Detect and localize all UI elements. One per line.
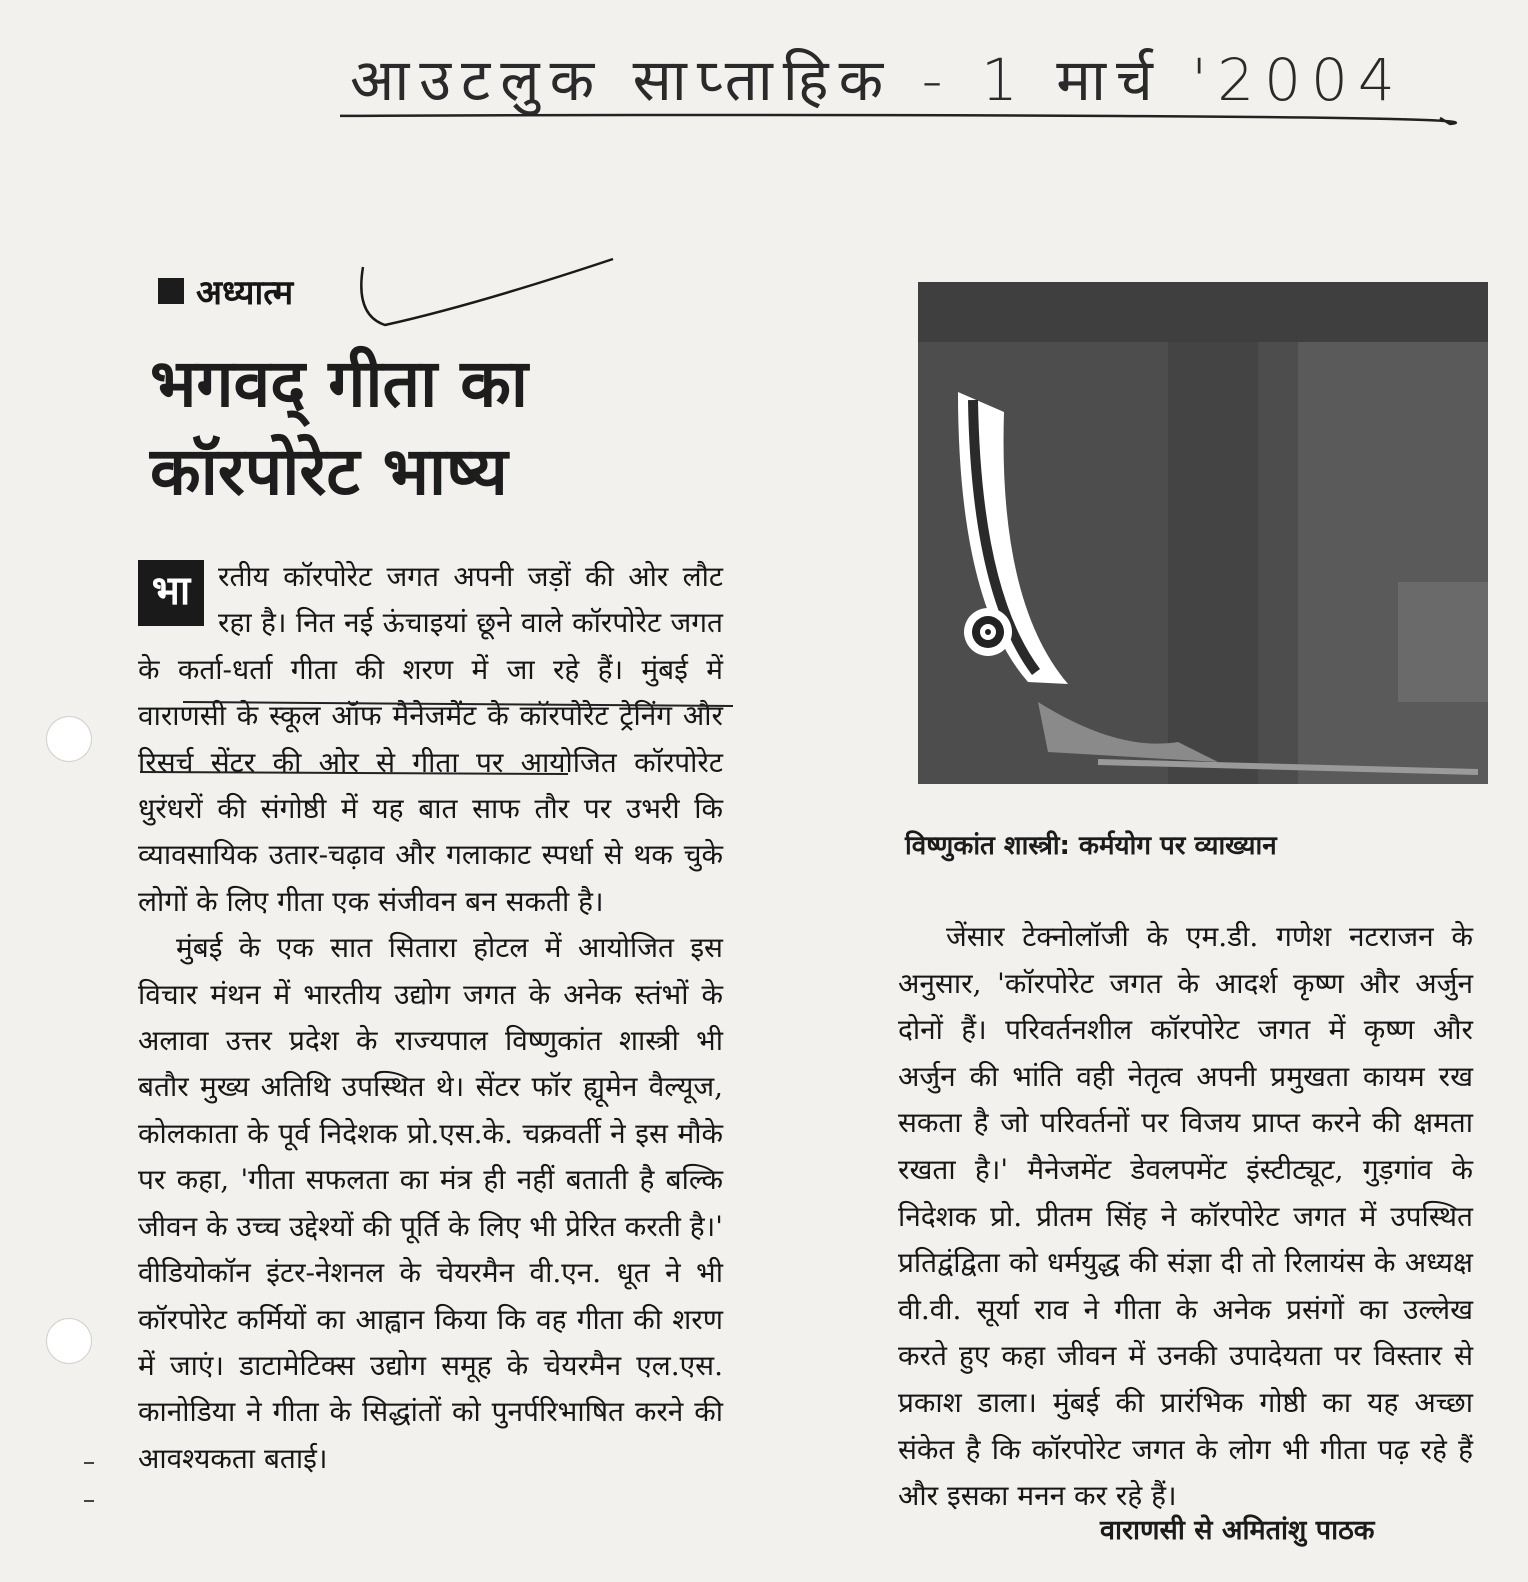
left-paragraph-2: मुंबई के एक सात सितारा होटल में आयोजित इस विचार मंथन में भारतीय उद्योग जगत के अनेक स्तंभों के अलावा उत्तर प्रदेश के राज्यपाल विष्णुकांत शास्त्री भी बतौर मुख्य अतिथि उपस्थित थे। सेंटर फॉर ह्यूमेन वैल्यूज, कोलकाता के पूर्व निदेशक प्रो.एस.के. चक्रवर्ती ने इस मौके पर कहा, 'गीता सफलता का मंत्र ही नहीं बताती है बल्कि जीवन के उच्च उद्देश्यों की पूर्ति के लिए भी प्रेरित करती है।' वीडियोकॉन इंटर-नेशनल के चेयरमैन वी.एन. धूत ने भी कॉरपोरेट कर्मियों का आह्वान किया कि वह गीता की शरण में जाएं। डाटामेटिक्स उद्योग समूह के चेयरमैन एल.एस. कानोडिया ने गीता के सिद्धांतों को पुनर्परिभाषित करने की आवश्यकता बताई। bbox=[138, 931, 723, 1475]
headline-line-1: भगवद् गीता का bbox=[150, 345, 529, 422]
margin-dash-mark bbox=[84, 1500, 94, 1502]
byline: वाराणसी से अमितांशु पाठक bbox=[1100, 1515, 1375, 1546]
handwritten-header bbox=[340, 20, 1460, 130]
punch-hole-top bbox=[46, 716, 92, 762]
left-article-column bbox=[138, 554, 723, 1482]
handwritten-underline bbox=[340, 20, 1460, 130]
right-article-column bbox=[898, 914, 1473, 1520]
headline-line-2: कॉरपोरेट भाष्य bbox=[150, 433, 508, 510]
pen-underline bbox=[138, 700, 738, 780]
dropcap: भा bbox=[138, 560, 204, 626]
handwritten-header-text: आउटलुक साप्ताहिक - 1 मार्च '2004 bbox=[350, 46, 1405, 114]
left-paragraph-1-text: रतीय कॉरपोरेट जगत अपनी जड़ों की ओर लौट रहा है। नित नई ऊंचाइयां छूने वाले कॉरपोरेट जगत के कर्ता-धर्ता गीता की शरण में जा रहे हैं। मुंबई में वाराणसी के स्कूल ऑफ मैनेजमेंट के कॉरपोरेट ट्रेनिंग और रिसर्च सेंटर की ओर से गीता पर आयोजित कॉरपोरेट धुरंधरों की संगोष्ठी में यह बात साफ तौर पर उभरी कि व्यावसायिक उतार-चढ़ाव और गलाकाट स्पर्धा से थक चुके लोगों के लिए गीता एक संजीवन बन सकती है। bbox=[138, 560, 723, 918]
section-label bbox=[158, 268, 293, 314]
section-square-icon bbox=[158, 278, 184, 304]
headline bbox=[150, 340, 620, 516]
pen-tick-mark bbox=[355, 255, 625, 335]
margin-dash-mark bbox=[84, 1462, 94, 1464]
right-paragraph-1: जेंसार टेक्नोलॉजी के एम.डी. गणेश नटराजन के अनुसार, 'कॉरपोरेट जगत के आदर्श कृष्ण और अर्जुन दोनों हैं। परिवर्तनशील कॉरपोरेट जगत में कृष्ण और अर्जुन की भांति वही नेतृत्व अपनी प्रमुखता कायम रख सकता है जो परिवर्तनों पर विजय प्राप्त करने की क्षमता रखता है।' मैनेजमेंट डेवलपमेंट इंस्टीट्यूट, गुड़गांव के निदेशक प्रो. प्रीतम सिंह ने कॉरपोरेट जगत में उपस्थित प्रतिद्वंद्विता को धर्मयुद्ध की संज्ञा दी तो रिलायंस के अध्यक्ष वी.वी. सूर्या राव ने गीता के अनेक प्रसंगों का उल्लेख करते हुए कहा जीवन में उनकी उपादेयता पर विस्तार से प्रकाश डाला। मुंबई की प्रारंभिक गोष्ठी का यह अच्छा संकेत है कि कॉरपोरेट जगत के लोग भी गीता पढ़ रहे हैं और इसका मनन कर रहे हैं। bbox=[898, 920, 1473, 1513]
section-label-text: अध्यात्म bbox=[196, 273, 294, 313]
article-photo bbox=[918, 282, 1488, 784]
photo-image bbox=[918, 282, 1488, 784]
punch-hole-bottom bbox=[46, 1318, 92, 1364]
photo-caption: विष्णुकांत शास्त्री: कर्मयोग पर व्याख्यान bbox=[905, 831, 1277, 861]
